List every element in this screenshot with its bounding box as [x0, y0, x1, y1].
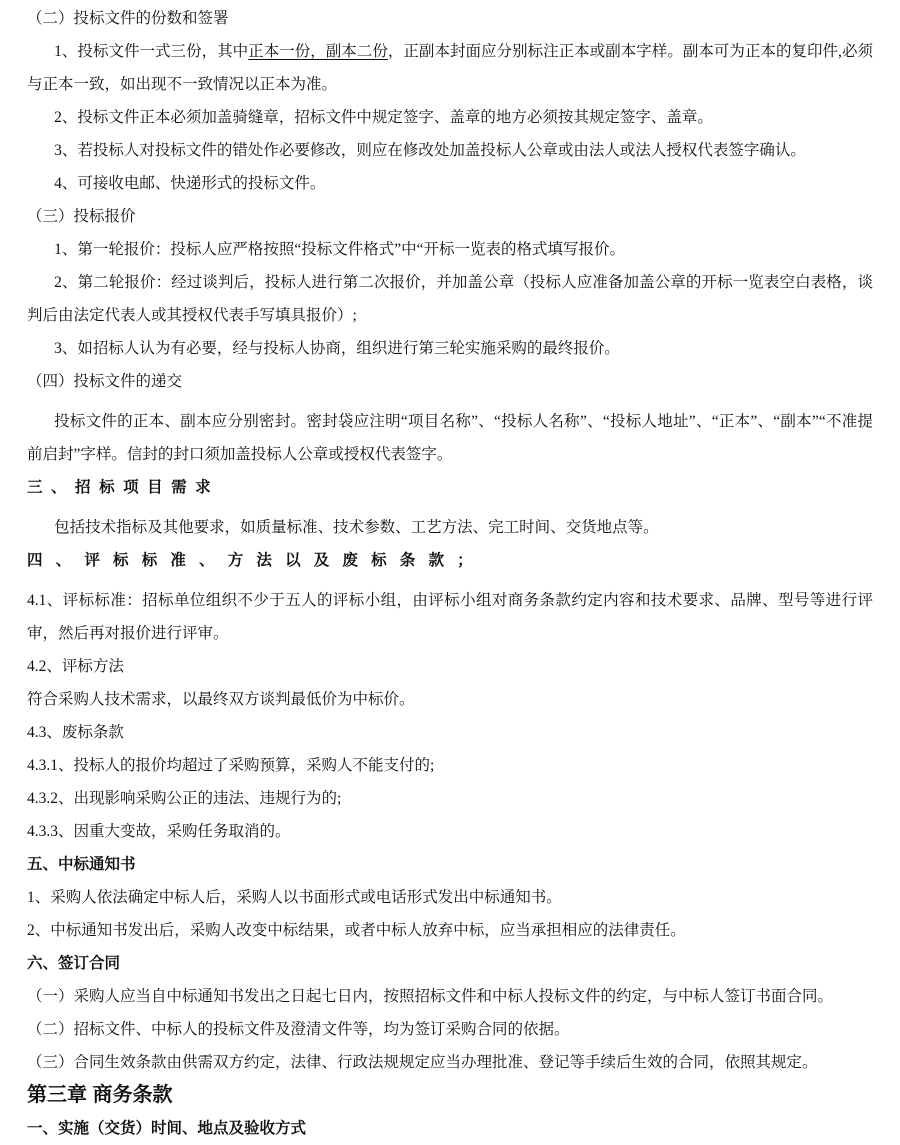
body-paragraph: （二）招标文件、中标人的投标文件及澄清文件等，均为签订采购合同的依据。 — [27, 1021, 570, 1038]
list-item-paragraph: 3、若投标人对投标文件的错处作必要修改，则应在修改处加盖投标人公章或由法人或法人授权代表签字确认。 — [54, 142, 806, 159]
section-sub-heading: （四）投标文件的递交 — [27, 373, 183, 390]
list-item-paragraph — [27, 35, 873, 101]
underlined-text: 正本一份，副本二份 — [248, 43, 388, 60]
body-paragraph: 1、采购人依法确定中标人后，采购人以书面形式或电话形式发出中标通知书。 — [27, 889, 562, 906]
body-paragraph: 4.1、评标标准：招标单位组织不少于五人的评标小组，由评标小组对商务条款约定内容和技术要求、品牌、型号等进行评审，然后再对报价进行评审。 — [27, 592, 873, 642]
body-paragraph: 4.3.2、出现影响采购公正的违法、违规行为的; — [27, 790, 342, 807]
body-paragraph: 包括技术指标及其他要求，如质量标准、技术参数、工艺方法、完工时间、交货地点等。 — [54, 519, 659, 536]
section-sub-heading: （二）投标文件的份数和签署 — [27, 10, 229, 27]
body-paragraph: 投标文件的正本、副本应分别密封。密封袋应注明“项目名称”、“投标人名称”、“投标人地址”、“正本”、“副本”“不准提前启封”字样。信封的封口须加盖投标人公章或授权代表签字。 — [27, 413, 873, 463]
section-heading: 一、实施（交货）时间、地点及验收方式 — [27, 1120, 307, 1137]
list-item-paragraph: 3、如招标人认为有必要，经与投标人协商，组织进行第三轮实施采购的最终报价。 — [54, 340, 620, 357]
list-item-paragraph: 2、第二轮报价：经过谈判后，投标人进行第二次报价，并加盖公章（投标人应准备加盖公章的开标一览表空白表格，谈判后由法定代表人或其授权代表手写填具报价）; — [27, 274, 873, 324]
section-heading: 六、签订合同 — [27, 955, 121, 972]
section-heading: 四、评标标准、方法以及废标条款； — [27, 552, 486, 569]
body-paragraph: 4.3.1、投标人的报价均超过了采购预算，采购人不能支付的; — [27, 757, 435, 774]
list-item-paragraph: 4、可接收电邮、快递形式的投标文件。 — [54, 175, 326, 192]
body-paragraph: 2、中标通知书发出后，采购人改变中标结果，或者中标人放弃中标，应当承担相应的法律责任。 — [27, 922, 686, 939]
document-content — [27, 2, 873, 1145]
body-paragraph: （一）采购人应当自中标通知书发出之日起七日内，按照招标文件和中标人投标文件的约定，与中标人签订书面合同。 — [27, 988, 834, 1005]
body-paragraph: （三）合同生效条款由供需双方约定，法律、行政法规规定应当办理批准、登记等手续后生效的合同，依照其规定。 — [27, 1054, 818, 1071]
text-segment: 1、投标文件一式三份，其中 — [54, 43, 249, 60]
body-paragraph: 符合采购人技术需求，以最终双方谈判最低价为中标价。 — [27, 691, 415, 708]
body-paragraph: 4.2、评标方法 — [27, 658, 124, 675]
body-paragraph: 4.3、废标条款 — [27, 724, 124, 741]
section-heading: 三、招标项目需求 — [27, 479, 220, 496]
text-segment: ，正副本封面应分别标注正本或副本字样。副本可为正本的复印件,必须与正本一致，如出现不一致情况以正本为准。 — [27, 43, 873, 93]
list-item-paragraph: 2、投标文件正本必须加盖骑缝章，招标文件中规定签字、盖章的地方必须按其规定签字、盖章。 — [54, 109, 713, 126]
chapter-heading: 第三章 商务条款 — [27, 1084, 173, 1106]
section-heading: 五、中标通知书 — [27, 856, 136, 873]
section-sub-heading: （三）投标报价 — [27, 208, 136, 225]
list-item-paragraph: 1、第一轮报价：投标人应严格按照“投标文件格式”中“开标一览表的格式填写报价。 — [54, 241, 626, 258]
body-paragraph: 4.3.3、因重大变故，采购任务取消的。 — [27, 823, 291, 840]
